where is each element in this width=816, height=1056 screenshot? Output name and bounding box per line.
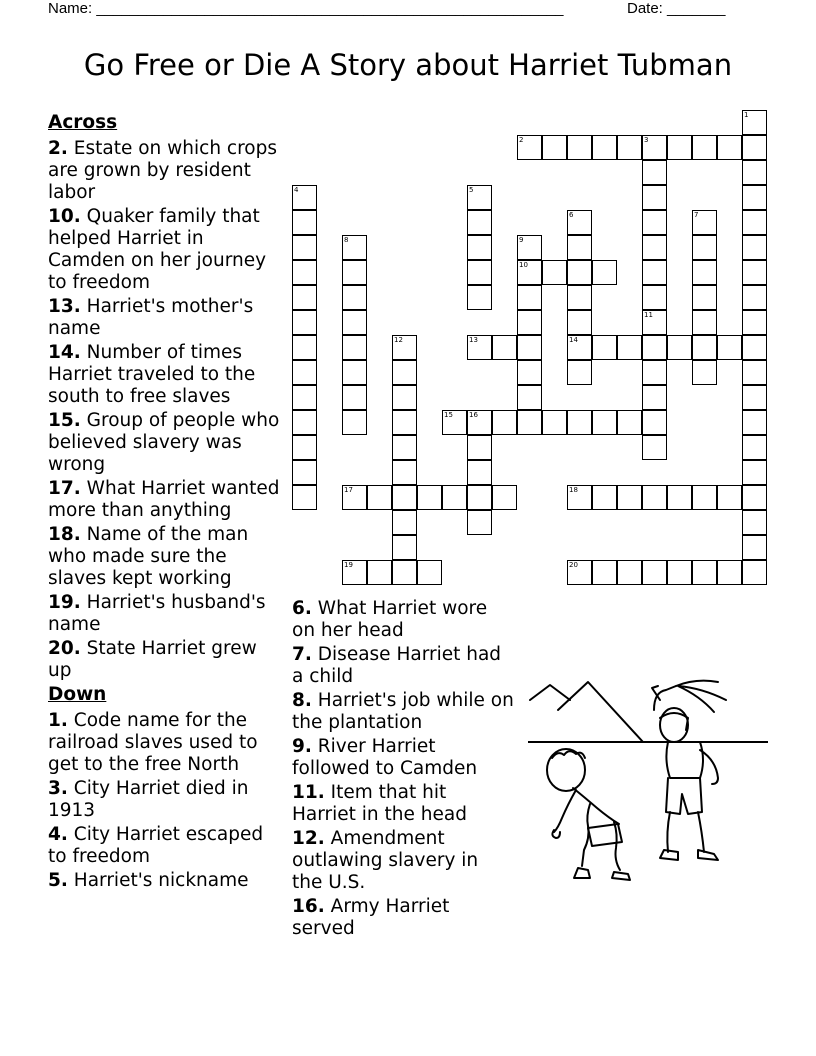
clue-across-20: 20. State Harriet grew up xyxy=(48,638,257,681)
grid-cell[interactable] xyxy=(467,210,492,235)
grid-cell[interactable] xyxy=(692,310,717,335)
grid-cell[interactable] xyxy=(517,335,542,360)
grid-cell[interactable] xyxy=(392,385,417,410)
grid-cell[interactable] xyxy=(642,385,667,410)
clue-across-10: 10. Quaker family that helped Harriet in Camden on her journey to freedom xyxy=(48,206,267,293)
grid-cell[interactable] xyxy=(692,260,717,285)
grid-cell[interactable] xyxy=(642,235,667,260)
cell-number: 8 xyxy=(344,236,349,244)
clue-across-18: 18. Name of the man who made sure the slaves kept working xyxy=(48,524,249,589)
grid-cell[interactable] xyxy=(667,135,692,160)
grid-cell[interactable] xyxy=(742,410,767,435)
cell-number: 9 xyxy=(519,236,524,244)
grid-cell[interactable] xyxy=(467,410,492,435)
grid-cell[interactable] xyxy=(292,485,317,510)
grid-cell[interactable] xyxy=(342,260,367,285)
grid-cell[interactable] xyxy=(542,410,567,435)
grid-cell[interactable] xyxy=(292,460,317,485)
grid-cell[interactable] xyxy=(292,335,317,360)
grid-cell[interactable] xyxy=(392,560,417,585)
grid-cell[interactable] xyxy=(642,160,667,185)
cell-number: 5 xyxy=(469,186,474,194)
grid-cell[interactable] xyxy=(567,210,592,235)
page-title: Go Free or Die A Story about Harriet Tubman xyxy=(83,48,733,82)
grid-cell[interactable] xyxy=(742,260,767,285)
grid-cell[interactable] xyxy=(292,235,317,260)
cell-number: 18 xyxy=(569,486,578,494)
grid-cell[interactable] xyxy=(392,335,417,360)
grid-cell[interactable] xyxy=(617,335,642,360)
clue-down-1: 1. Code name for the railroad slaves used to get to the free North xyxy=(48,710,258,775)
name-field-label: Name: ________________________________________________________ xyxy=(48,0,564,17)
grid-cell[interactable] xyxy=(742,485,767,510)
cell-number: 17 xyxy=(344,486,353,494)
grid-cell[interactable] xyxy=(292,285,317,310)
cell-number: 10 xyxy=(519,261,528,269)
grid-cell[interactable] xyxy=(667,560,692,585)
grid-cell[interactable] xyxy=(542,260,567,285)
grid-cell[interactable] xyxy=(342,335,367,360)
clue-down-3: 3. City Harriet died in 1913 xyxy=(48,778,249,821)
grid-cell[interactable] xyxy=(467,510,492,535)
grid-cell[interactable] xyxy=(692,560,717,585)
grid-cell[interactable] xyxy=(342,410,367,435)
grid-cell[interactable] xyxy=(742,460,767,485)
grid-cell[interactable] xyxy=(692,485,717,510)
cell-number: 11 xyxy=(644,311,653,319)
grid-cell[interactable] xyxy=(642,260,667,285)
egyptian-illustration xyxy=(528,660,768,890)
cell-number: 14 xyxy=(569,336,578,344)
cell-number: 16 xyxy=(469,411,478,419)
grid-cell[interactable] xyxy=(392,360,417,385)
cell-number: 7 xyxy=(694,211,699,219)
clue-down-4: 4. City Harriet escaped to freedom xyxy=(48,824,264,867)
grid-cell[interactable] xyxy=(467,235,492,260)
grid-cell[interactable] xyxy=(342,310,367,335)
grid-cell[interactable] xyxy=(692,335,717,360)
grid-cell[interactable] xyxy=(617,135,642,160)
grid-cell[interactable] xyxy=(667,335,692,360)
grid-cell[interactable] xyxy=(742,535,767,560)
grid-cell[interactable] xyxy=(517,410,542,435)
grid-cell[interactable] xyxy=(617,410,642,435)
grid-cell[interactable] xyxy=(292,385,317,410)
grid-cell[interactable] xyxy=(567,260,592,285)
down-heading: Down xyxy=(48,684,107,705)
grid-cell[interactable] xyxy=(642,360,667,385)
grid-cell[interactable] xyxy=(392,410,417,435)
clue-down-12: 12. Amendment outlawing slavery in the U.S. xyxy=(292,828,479,893)
cell-number: 1 xyxy=(744,111,749,119)
grid-cell[interactable] xyxy=(517,285,542,310)
cell-number: 6 xyxy=(569,211,574,219)
cell-number: 2 xyxy=(519,136,524,144)
grid-cell[interactable] xyxy=(742,285,767,310)
cell-number: 20 xyxy=(569,561,578,569)
grid-cell[interactable] xyxy=(442,485,467,510)
clue-down-9: 9. River Harriet followed to Camden xyxy=(292,736,478,779)
grid-cell[interactable] xyxy=(592,560,617,585)
grid-cell[interactable] xyxy=(642,135,667,160)
clue-down-6: 6. What Harriet wore on her head xyxy=(292,598,488,641)
grid-cell[interactable] xyxy=(492,485,517,510)
grid-cell[interactable] xyxy=(417,485,442,510)
grid-cell[interactable] xyxy=(717,135,742,160)
grid-cell[interactable] xyxy=(642,335,667,360)
grid-cell[interactable] xyxy=(467,260,492,285)
grid-cell[interactable] xyxy=(392,535,417,560)
clue-across-19: 19. Harriet's husband's name xyxy=(48,592,266,635)
grid-cell[interactable] xyxy=(692,235,717,260)
clue-across-14: 14. Number of times Harriet traveled to the south to free slaves xyxy=(48,342,256,407)
grid-cell[interactable] xyxy=(517,260,542,285)
grid-cell[interactable] xyxy=(567,485,592,510)
grid-cell[interactable] xyxy=(617,560,642,585)
grid-cell[interactable] xyxy=(567,410,592,435)
grid-cell[interactable] xyxy=(642,435,667,460)
clue-down-5: 5. Harriet's nickname xyxy=(48,870,249,891)
cell-number: 19 xyxy=(344,561,353,569)
grid-cell[interactable] xyxy=(342,485,367,510)
grid-cell[interactable] xyxy=(742,360,767,385)
grid-cell[interactable] xyxy=(492,335,517,360)
grid-cell[interactable] xyxy=(742,135,767,160)
grid-cell[interactable] xyxy=(717,335,742,360)
grid-cell[interactable] xyxy=(342,285,367,310)
grid-cell[interactable] xyxy=(592,335,617,360)
grid-cell[interactable] xyxy=(292,310,317,335)
grid-cell[interactable] xyxy=(742,160,767,185)
grid-cell[interactable] xyxy=(592,135,617,160)
grid-cell[interactable] xyxy=(592,410,617,435)
clue-across-2: 2. Estate on which crops are grown by resident labor xyxy=(48,138,277,203)
grid-cell[interactable] xyxy=(567,285,592,310)
clue-column-1 xyxy=(48,112,286,894)
grid-cell[interactable] xyxy=(467,335,492,360)
grid-cell[interactable] xyxy=(392,460,417,485)
clue-column-2 xyxy=(292,598,514,942)
grid-cell[interactable] xyxy=(742,110,767,135)
grid-cell[interactable] xyxy=(392,510,417,535)
grid-cell[interactable] xyxy=(292,260,317,285)
grid-cell[interactable] xyxy=(742,435,767,460)
grid-cell[interactable] xyxy=(642,285,667,310)
grid-cell[interactable] xyxy=(567,310,592,335)
grid-cell[interactable] xyxy=(517,360,542,385)
grid-cell[interactable] xyxy=(467,435,492,460)
clue-across-13: 13. Harriet's mother's name xyxy=(48,296,254,339)
grid-cell[interactable] xyxy=(292,360,317,385)
grid-cell[interactable] xyxy=(642,185,667,210)
grid-cell[interactable] xyxy=(567,560,592,585)
grid-cell[interactable] xyxy=(392,485,417,510)
grid-cell[interactable] xyxy=(717,560,742,585)
grid-cell[interactable] xyxy=(742,385,767,410)
grid-cell[interactable] xyxy=(467,285,492,310)
grid-cell[interactable] xyxy=(617,485,642,510)
date-field-label: Date: _______ xyxy=(627,0,726,17)
grid-cell[interactable] xyxy=(592,485,617,510)
grid-cell[interactable] xyxy=(467,485,492,510)
grid-cell[interactable] xyxy=(742,510,767,535)
clue-across-17: 17. What Harriet wanted more than anything xyxy=(48,478,280,521)
grid-cell[interactable] xyxy=(742,185,767,210)
grid-cell[interactable] xyxy=(692,135,717,160)
grid-cell[interactable] xyxy=(517,235,542,260)
grid-cell[interactable] xyxy=(642,560,667,585)
clue-down-8: 8. Harriet's job while on the plantation xyxy=(292,690,514,733)
grid-cell[interactable] xyxy=(642,410,667,435)
grid-cell[interactable] xyxy=(642,485,667,510)
grid-cell[interactable] xyxy=(642,210,667,235)
across-heading: Across xyxy=(48,112,118,133)
grid-cell[interactable] xyxy=(567,235,592,260)
grid-cell[interactable] xyxy=(542,135,567,160)
grid-cell[interactable] xyxy=(742,560,767,585)
grid-cell[interactable] xyxy=(342,360,367,385)
grid-cell[interactable] xyxy=(342,385,367,410)
grid-cell[interactable] xyxy=(367,560,392,585)
grid-cell[interactable] xyxy=(492,410,517,435)
grid-cell[interactable] xyxy=(692,360,717,385)
cell-number: 3 xyxy=(644,136,649,144)
grid-cell[interactable] xyxy=(467,185,492,210)
grid-cell[interactable] xyxy=(292,185,317,210)
clue-across-15: 15. Group of people who believed slavery was wrong xyxy=(48,410,280,475)
clue-down-7: 7. Disease Harriet had a child xyxy=(292,644,502,687)
grid-cell[interactable] xyxy=(517,135,542,160)
grid-cell[interactable] xyxy=(342,560,367,585)
grid-cell[interactable] xyxy=(742,335,767,360)
grid-cell[interactable] xyxy=(642,310,667,335)
grid-cell[interactable] xyxy=(442,410,467,435)
grid-cell[interactable] xyxy=(292,410,317,435)
grid-cell[interactable] xyxy=(292,435,317,460)
grid-cell[interactable] xyxy=(292,210,317,235)
cell-number: 15 xyxy=(444,411,453,419)
grid-cell[interactable] xyxy=(717,485,742,510)
cell-number: 12 xyxy=(394,336,403,344)
cell-number: 13 xyxy=(469,336,478,344)
cell-number: 4 xyxy=(294,186,299,194)
grid-cell[interactable] xyxy=(392,435,417,460)
grid-cell[interactable] xyxy=(742,235,767,260)
grid-cell[interactable] xyxy=(567,360,592,385)
grid-cell[interactable] xyxy=(517,310,542,335)
grid-cell[interactable] xyxy=(592,260,617,285)
clue-down-16: 16. Army Harriet served xyxy=(292,896,450,939)
grid-cell[interactable] xyxy=(692,210,717,235)
grid-cell[interactable] xyxy=(467,460,492,485)
grid-cell[interactable] xyxy=(342,235,367,260)
grid-cell[interactable] xyxy=(517,385,542,410)
grid-cell[interactable] xyxy=(692,285,717,310)
grid-cell[interactable] xyxy=(417,560,442,585)
grid-cell[interactable] xyxy=(742,310,767,335)
clue-down-11: 11. Item that hit Harriet in the head xyxy=(292,782,467,825)
grid-cell[interactable] xyxy=(742,210,767,235)
grid-cell[interactable] xyxy=(367,485,392,510)
grid-cell[interactable] xyxy=(567,335,592,360)
grid-cell[interactable] xyxy=(667,485,692,510)
grid-cell[interactable] xyxy=(567,135,592,160)
